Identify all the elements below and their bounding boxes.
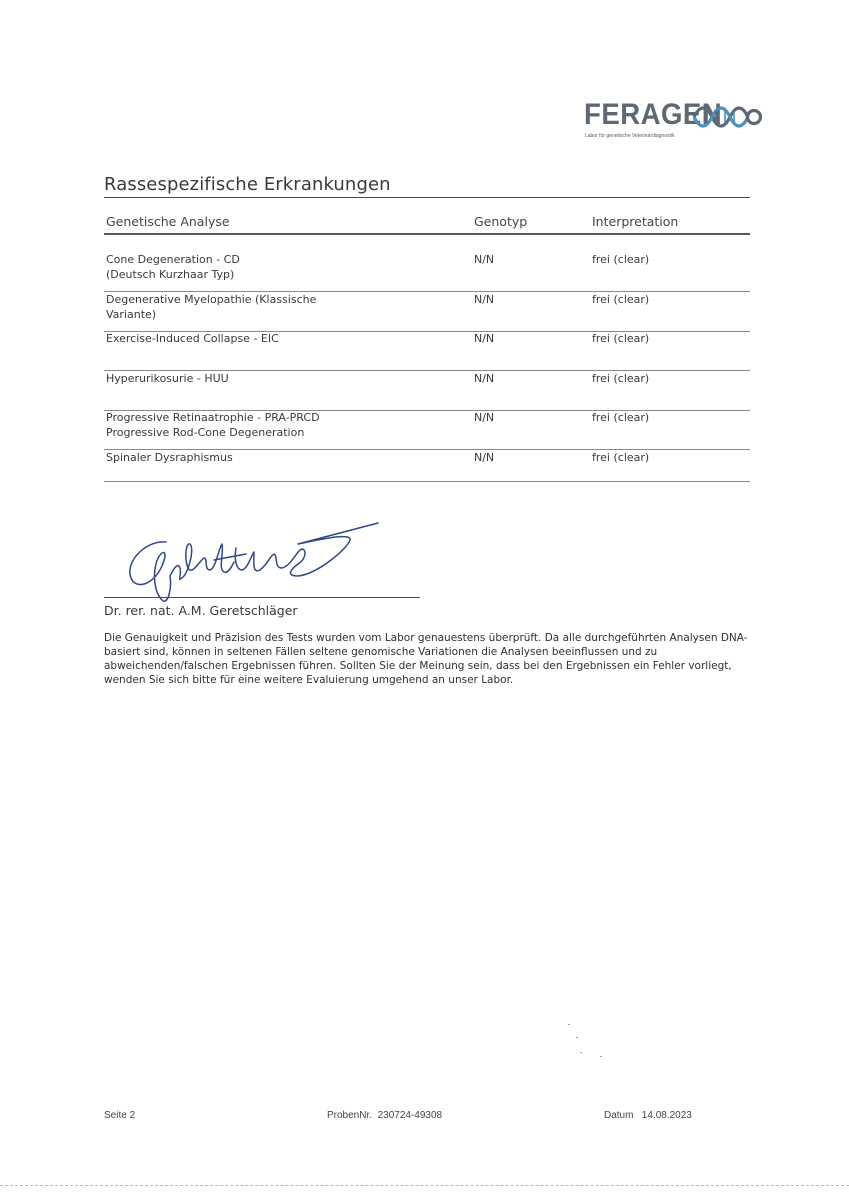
logo-wordmark: FERAGEN [584, 98, 723, 131]
scan-speck [580, 1052, 582, 1053]
section-title: Rassespezifische Erkrankungen [104, 174, 391, 195]
report-date: Datum 14.08.2023 [604, 1110, 692, 1121]
interpretation-value: frei (clear) [592, 332, 650, 345]
analysis-name: Hyperurikosurie - HUU [106, 372, 229, 385]
scan-artifact-line [0, 1185, 849, 1186]
analysis-name: Spinaler Dysraphismus [106, 451, 233, 464]
table-row [104, 410, 750, 450]
interpretation-value: frei (clear) [592, 293, 650, 306]
header-genotype: Genotyp [474, 214, 528, 229]
header-divider [104, 233, 750, 235]
table-row [104, 371, 750, 411]
dna-helix-icon [692, 102, 762, 132]
interpretation-value: frei (clear) [592, 451, 650, 464]
page-number: Seite 2 [104, 1110, 136, 1121]
header-interpretation: Interpretation [592, 214, 679, 229]
sample-number: ProbenNr. 230724-49308 [327, 1110, 443, 1121]
analysis-name: Progressive Retinaatrophie - PRA-PRCD Progressive Rod-Cone Degeneration [106, 411, 320, 439]
feragen-logo [584, 98, 764, 146]
analysis-name: Cone Degeneration - CD (Deutsch Kurzhaar Typ) [106, 253, 240, 281]
genotype-value: N/N [474, 293, 495, 306]
table-row [104, 450, 750, 482]
interpretation-value: frei (clear) [592, 372, 650, 385]
row-divider [104, 481, 750, 482]
signer-name: Dr. rer. nat. A.M. Geretschläger [104, 603, 298, 618]
table-row [104, 331, 750, 371]
logo-tagline: Labor für genetische Veterinärdiagnostik [585, 133, 675, 139]
table-row [104, 292, 750, 332]
title-divider [104, 197, 750, 198]
scan-speck [568, 1024, 570, 1025]
genotype-value: N/N [474, 451, 495, 464]
header-analysis: Genetische Analyse [106, 214, 230, 229]
disclaimer-text: Die Genauigkeit und Präzision des Tests wurden vom Labor genauestens überprüft. Da alle durchgeführten Analysen DNA-basiert sind, können in seltenen Fällen seltene genomische Variationen die Analysen beeinflussen und zu abweichenden/falschen Ergebnissen führen. Sollten Sie der Meinung sein, dass bei den Ergebnissen ein Fehler vorliegt, wenden Sie sich bitte für eine weitere Evaluierung umgehend an unser Labor. [104, 632, 748, 686]
scan-speck [576, 1037, 578, 1038]
genotype-value: N/N [474, 332, 495, 345]
table-row [104, 252, 750, 292]
scan-speck [600, 1056, 602, 1057]
genotype-value: N/N [474, 411, 495, 424]
analysis-name: Degenerative Myelopathie (Klassische Variante) [106, 293, 317, 321]
genotype-value: N/N [474, 253, 495, 266]
interpretation-value: frei (clear) [592, 411, 650, 424]
interpretation-value: frei (clear) [592, 253, 650, 266]
signature-line [104, 597, 420, 598]
analysis-name: Exercise-Induced Collapse - EIC [106, 332, 279, 345]
genotype-value: N/N [474, 372, 495, 385]
